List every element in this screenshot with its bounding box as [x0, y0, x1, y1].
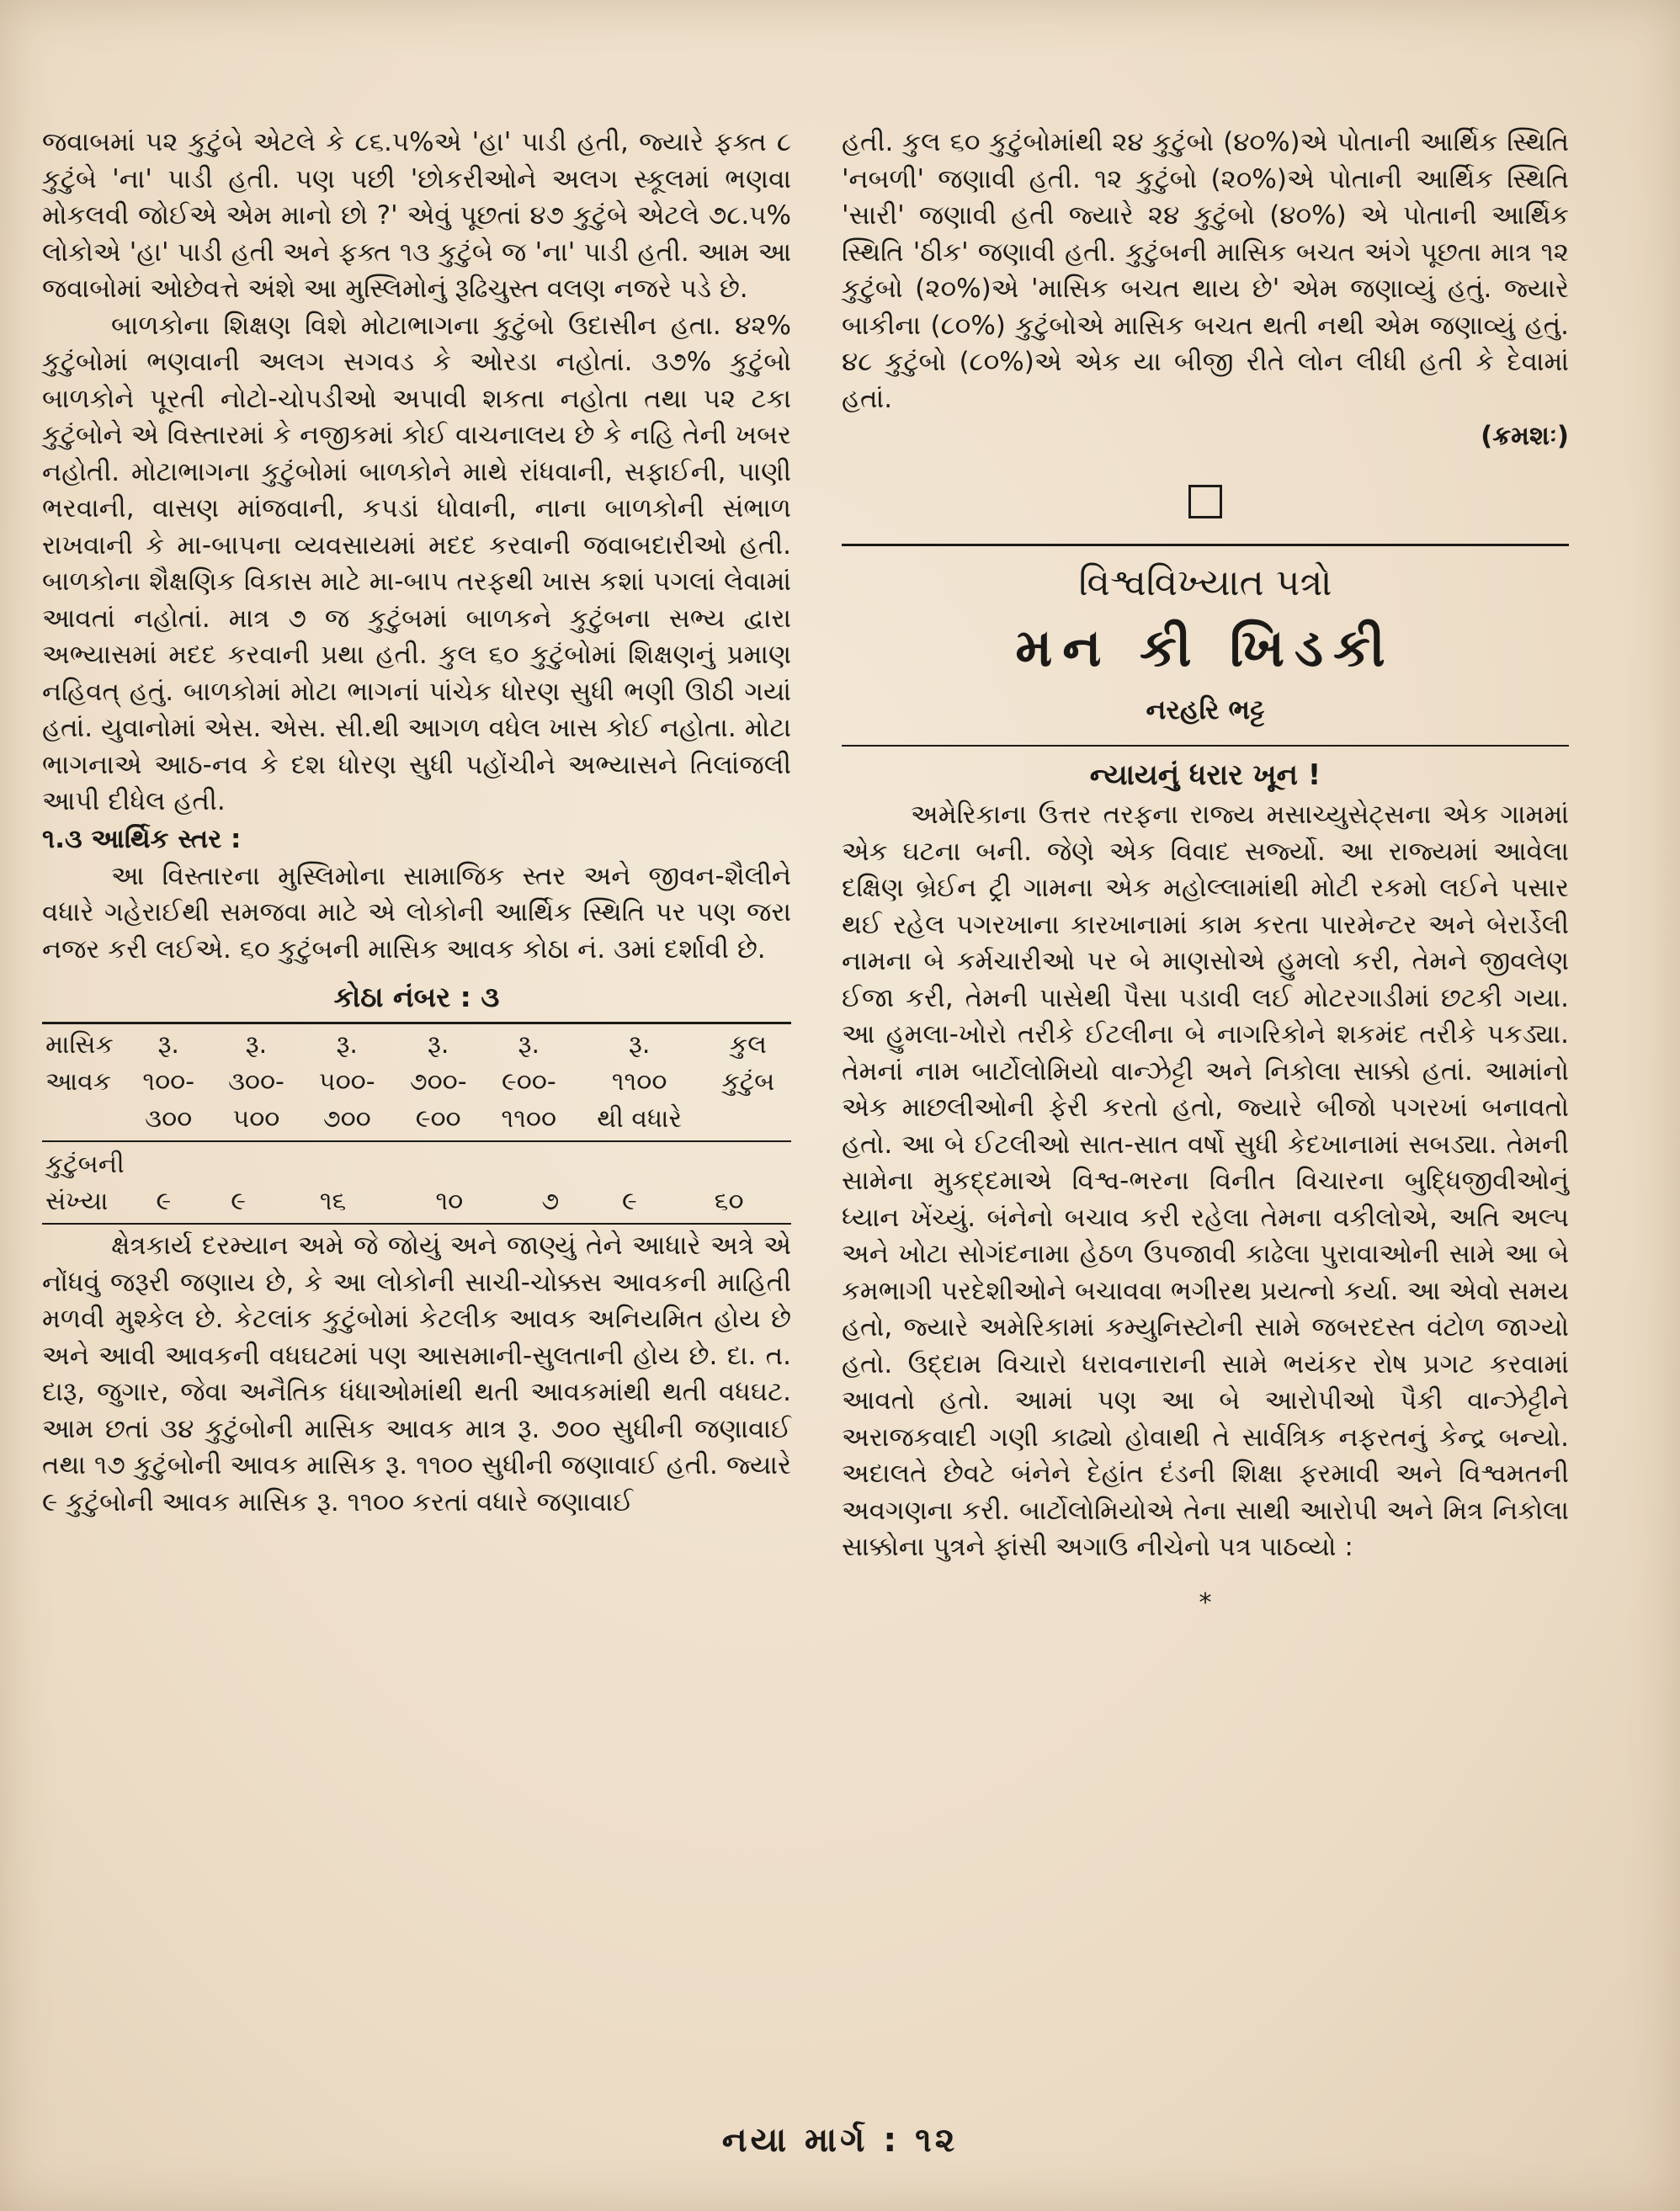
- section-rule: [842, 745, 1569, 747]
- paragraph: અમેરિકાના ઉત્તર તરફના રાજ્ય મસાચ્યુસેટ્સના એક ગામમાં એક ઘટના બની. જેણે એક વિવાદ સર્જ્યો. આ રાજ્યમાં આવેલા દક્ષિણ બ્રેઈન ટ્રી ગામના એક મહોલ્લામાંથી મોટી રકમો લઈને પસાર થઈ રહેલ પગરખાના કારખાનામાં કામ કરતા પારમેન્ટર અને બેરાર્ડેલી નામના બે કર્મચારીઓ પર બે માણસોએ હુમલો કરી, તેમને જીવલેણ ઈજા કરી, તેમની પાસેથી પૈસા પડાવી લઈ મોટરગાડીમાં છટકી ગયા. આ હુમલા-ખોરો તરીકે ઈટલીના બે નાગરિકોને શકમંદ તરીકે પકડ્યા. તેમનાં નામ બાર્ટોલોમિયો વાન્ઝેટ્ટી અને નિકોલા સાક્કો હતાં. આમાંનો એક માછલીઓની ફેરી કરતો હતો, જ્યારે બીજો પગરખાં બનાવતો હતો. આ બે ઈટલીઓ સાત-સાત વર્ષો સુધી કેદખાનામાં સબડ્યા. તેમની સામેના મુકદ્દમાએ વિશ્વ-ભરના વિનીત વિચારના બુદ્ધિજીવીઓનું ધ્યાન ખેંચ્યું. બંનેનો બચાવ કરી રહેલા તેમના વકીલોએ, અતિ અલ્પ અને ખોટા સોગંદનામા હેઠળ ઉપજાવી કાઢેલા પુરાવાઓની સામે આ બે કમભાગી પરદેશીઓને બચાવવા ભગીરથ પ્રયત્નો કર્યા. આ એવો સમય હતો, જ્યારે અમેરિકામાં કમ્યુનિસ્ટોની સામે જબરદસ્ત વંટોળ જાગ્યો હતો. ઉદ્દામ વિચારો ધરાવનારાની સામે ભયંકર રોષ પ્રગટ કરવામાં આવતો હતો. આમાં પણ આ બે આરોપીઓ પૈકી વાન્ઝેટ્ટીને અરાજકવાદી ગણી કાઢ્યો હોવાથી તે સાર્વત્રિક નફરતનું કેન્દ્ર બન્યો. અદાલતે છેવટે બંનેને દેહાંત દંડની શિક્ષા ફરમાવી અને વિશ્વમતની અવગણના કરી. બાર્ટોલોમિયોએ તેના સાથી આરોપી અને મિત્ર નિકોલા સાક્કોના પુત્રને ફાંસી અગાઉ નીચેનો પત્ર પાઠવ્યો :: [842, 800, 1569, 1562]
- table-cell: રૂ.: [628, 1029, 651, 1060]
- table-cell: ૭૦૦-: [409, 1066, 467, 1097]
- table-cell: કુટુંબની: [45, 1149, 125, 1179]
- table-rule: [42, 1223, 791, 1225]
- section-heading: ૧.૩ આર્થિક સ્તર :: [42, 823, 242, 854]
- table-cell: રૂ.: [518, 1029, 540, 1060]
- table-row: [42, 1063, 791, 1100]
- paragraph: આ વિસ્તારના મુસ્લિમોના સામાજિક સ્તર અને જીવન-શૈલીને વધારે ગહેરાઈથી સમજવા માટે એ લોકોની આર્થિક સ્થિતિ પર પણ જરા નજર કરી લઈએ. ૬૦ કુટુંબની માસિક આવક કોઠા નં. ૩માં દર્શાવી છે.: [42, 860, 791, 965]
- table-cell: [705, 1100, 791, 1137]
- table-cell: માસિક: [45, 1029, 114, 1060]
- table-cell: ૯: [156, 1186, 172, 1216]
- paragraph: ક્ષેત્રકાર્ય દરમ્યાન અમે જે જોયું અને જાણ્યું તેને આધારે અત્રે એ નોંધવું જરૂરી જણાય છે, કે આ લોકોની સાચી-ચોક્કસ આવકની માહિતી મળવી મુશ્કેલ છે. કેટલાંક કુટુંબોમાં કેટલીક આવક અનિયમિત હોય છે અને આવી આવકની વધઘટમાં પણ આસમાની-સુલતાની હોય છે. દા. ત. દારૂ, જુગાર, જેવા અનૈતિક ધંધાઓમાંથી થતી આવકમાંથી થતી વધઘટ. આમ છતાં ૩૪ કુટુંબોની માસિક આવક માત્ર રૂ. ૭૦૦ સુધીની જણાવાઈ તથા ૧૭ કુટુંબોની આવક માસિક રૂ. ૧૧૦૦ સુધીની જણાવાઈ હતી. જ્યારે ૯ કુટુંબોની આવક માસિક રૂ. ૧૧૦૦ કરતાં વધારે જણાવાઈ: [42, 1230, 791, 1517]
- table-rule: [42, 1022, 791, 1024]
- table-cell: ૯૦૦: [415, 1103, 461, 1134]
- table-cell: ૯૦૦-: [501, 1066, 556, 1097]
- table-cell: ૧૬: [319, 1186, 347, 1216]
- table-cell: ૭૦૦: [322, 1103, 371, 1134]
- table-cell: ૫૦૦: [232, 1103, 280, 1134]
- asterisk-separator: *: [1199, 1587, 1212, 1618]
- article-subtitle: ન્યાયનું ધરાર ખૂન !: [1089, 758, 1321, 792]
- table-cell: આવક: [45, 1066, 112, 1097]
- right-column: [842, 125, 1569, 1620]
- table-cell: ૭: [541, 1186, 560, 1216]
- income-table-counts: [42, 1145, 791, 1220]
- table-row: [42, 1145, 791, 1183]
- series-title: વિશ્વવિખ્યાત પત્રો: [1078, 561, 1332, 604]
- table-row: [42, 1026, 791, 1063]
- table-cell: થી વધારે: [597, 1103, 682, 1134]
- table-cell: કુલ: [730, 1029, 767, 1060]
- table-cell: સંખ્યા: [45, 1186, 109, 1216]
- table-cell: ૩૦૦: [145, 1103, 193, 1134]
- table-cell: [42, 1100, 126, 1137]
- paragraph: બાળકોના શિક્ષણ વિશે મોટાભાગના કુટુંબો ઉદાસીન હતા. ૪૨% કુટુંબોમાં ભણવાની અલગ સગવડ કે ઓરડા નહોતાં. ૩૭% કુટુંબો બાળકોને પૂરતી નોટો-ચોપડીઓ અપાવી શકતા નહોતા તથા ૫૨ ટકા કુટુંબોને એ વિસ્તારમાં કે નજીકમાં કોઈ વાચનાલય છે કે નહિ તેની ખબર નહોતી. મોટાભાગના કુટુંબોમાં બાળકોને માથે રાંધવાની, સફાઈની, પાણી ભરવાની, વાસણ માંજવાની, કપડાં ધોવાની, નાના બાળકોની સંભાળ રાખવાની કે મા-બાપના વ્યવસાયમાં મદદ કરવાની જવાબદારીઓ હતી. બાળકોના શૈક્ષણિક વિકાસ માટે મા-બાપ તરફથી ખાસ કશાં પગલાં લેવામાં આવતાં નહોતાં. માત્ર ૭ જ કુટુંબમાં બાળકને કુટુંબના સભ્ય દ્વારા અભ્યાસમાં મદદ કરવાની પ્રથા હતી. કુલ ૬૦ કુટુંબોમાં શિક્ષણનું પ્રમાણ નહિવત્ હતું. બાળકોમાં મોટા ભાગનાં પાંચેક ધોરણ સુધી ભણી ઊઠી ગયાં હતાં. યુવાનોમાં એસ. એસ. સી.થી આગળ વધેલ ખાસ કોઈ નહોતા. મોટા ભાગનાએ આઠ-નવ કે દશ ધોરણ સુધી પહોંચીને અભ્યાસને તિલાંજલી આપી દીધેલ હતી.: [42, 310, 791, 816]
- table-cell: ૧૧૦૦: [501, 1103, 557, 1134]
- table-cell: રૂ.: [245, 1029, 268, 1060]
- table-cell: ૯: [621, 1186, 637, 1216]
- page-footer: નયા માર્ગ : ૧૨: [721, 2121, 959, 2160]
- income-table-grid: [42, 1026, 791, 1137]
- paragraph: હતી. કુલ ૬૦ કુટુંબોમાંથી ૨૪ કુટુંબો (૪૦%)એ પોતાની આર્થિક સ્થિતિ 'નબળી' જણાવી હતી. ૧૨ કુટુંબો (૨૦%)એ પોતાની આર્થિક સ્થિતિ 'સારી' જણાવી હતી જ્યારે ૨૪ કુટુંબો (૪૦%) એ પોતાની આર્થિક સ્થિતિ 'ઠીક' જણાવી હતી. કુટુંબની માસિક બચત અંગે પૂછતા માત્ર ૧૨ કુટુંબો (૨૦%)એ 'માસિક બચત થાય છે' એમ જણાવ્યું હતું. જ્યારે બાકીના (૮૦%) કુટુંબોએ માસિક બચત થતી નથી એમ જણાવ્યું હતું. ૪૮ કુટુંબો (૮૦%)એ એક યા બીજી રીતે લોન લીધી હતી કે દેવામાં હતાં.: [842, 127, 1569, 414]
- table-cell: ૯: [231, 1186, 247, 1216]
- income-table: [42, 978, 791, 1225]
- table-cell: ૩૦૦-: [227, 1066, 284, 1097]
- table-cell: કુટુંબ: [721, 1066, 775, 1097]
- end-mark-box: [1188, 485, 1222, 518]
- table-cell: ૫૦૦-: [318, 1066, 375, 1097]
- table-row: [42, 1183, 791, 1220]
- table-cell: ૧૦૦-: [142, 1066, 195, 1097]
- table-cell: રૂ.: [157, 1029, 179, 1060]
- continued-marker: (ક્રમશઃ): [1481, 421, 1569, 451]
- section-rule: [842, 544, 1569, 546]
- feature-title: મન કી ખિડકી: [1015, 617, 1396, 678]
- table-title: કોઠા નંબર : ૩: [333, 981, 500, 1013]
- table-cell: ૧૦: [435, 1186, 464, 1216]
- paragraph: જવાબમાં ૫૨ કુટુંબે એટલે કે ૮૬.૫%એ 'હા' પાડી હતી, જ્યારે ફક્ત ૮ કુટુંબે 'ના' પાડી હતી. પણ પછી 'છોકરીઓને અલગ સ્કૂલમાં ભણવા મોકલવી જોઈએ એમ માનો છો ?' એવું પૂછતાં ૪૭ કુટુંબે એટલે ૭૮.૫% લોકોએ 'હા' પાડી હતી અને ફક્ત ૧૩ કુટુંબે જ 'ના' પાડી હતી. આમ આ જવાબોમાં ઓછેવત્તે અંશે આ મુસ્લિમોનું રૂઢિચુસ્ત વલણ નજરે પડે છે.: [42, 127, 791, 304]
- table-cell: ૬૦: [714, 1186, 744, 1216]
- table-cell: ૧૧૦૦: [611, 1066, 667, 1097]
- author-name: નરહરિ ભટ્ટ: [1146, 694, 1265, 725]
- table-cell: રૂ.: [336, 1029, 358, 1060]
- left-column: [42, 125, 791, 1521]
- table-cell: રૂ.: [427, 1029, 449, 1060]
- table-row: [42, 1100, 791, 1137]
- table-rule: [42, 1140, 791, 1142]
